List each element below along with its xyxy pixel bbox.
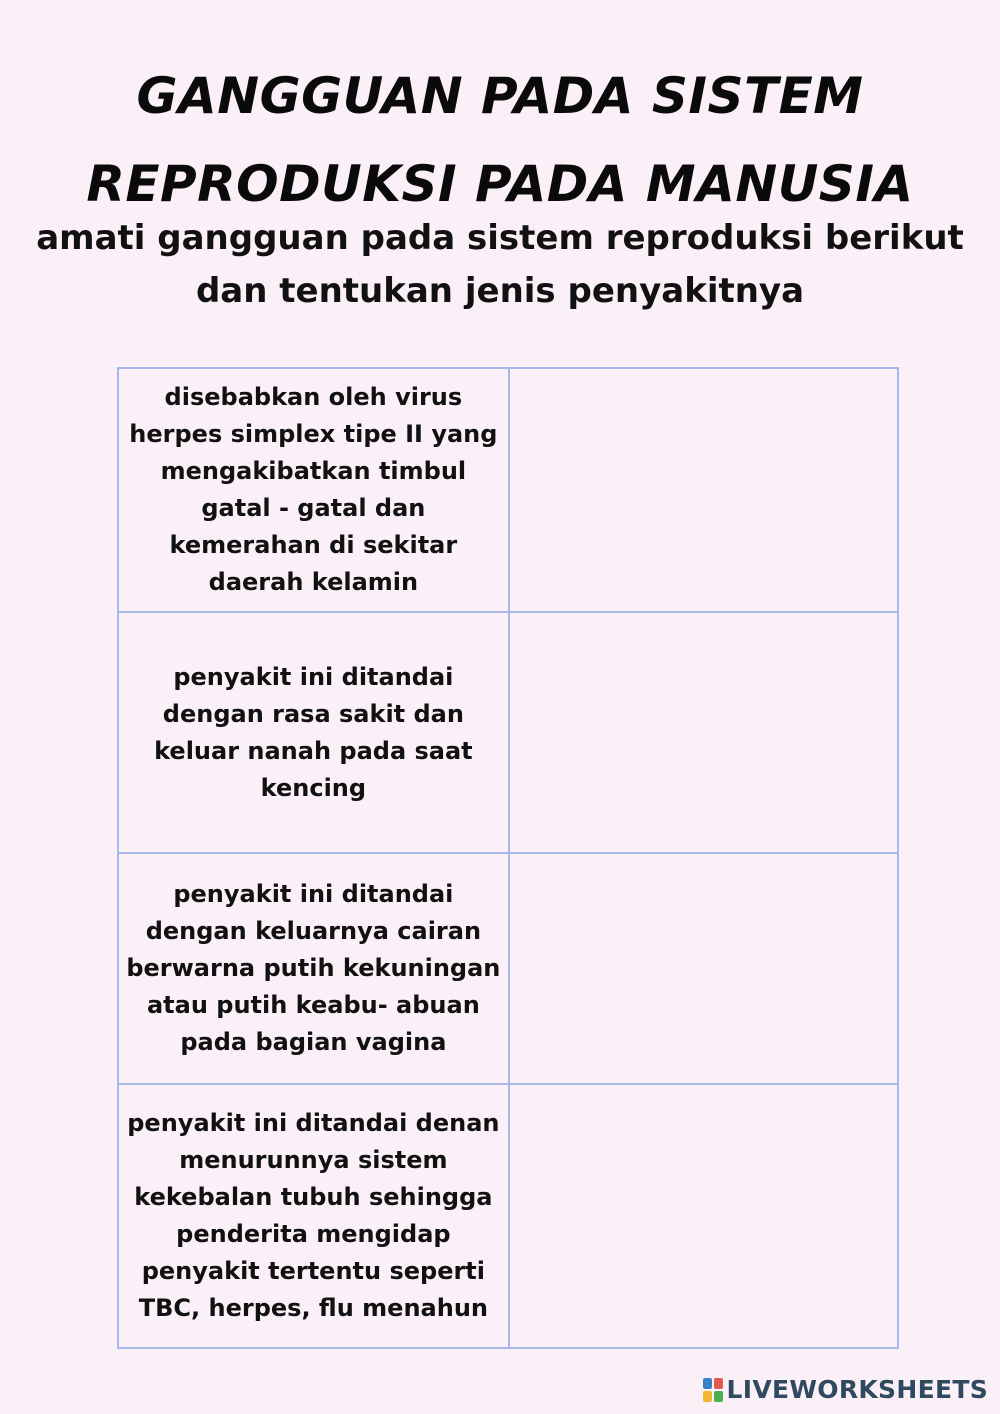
table-row (118, 1084, 898, 1348)
worksheet-table (117, 367, 899, 1349)
logo-block-green (714, 1391, 723, 1402)
instruction-line-2: dan tentukan jenis penyakitnya (195, 271, 805, 311)
logo-block-blue (703, 1378, 712, 1389)
description-cell: penyakit ini ditandai denan menurunnya sistem kekebalan tubuh sehingga penderita mengidap penyakit tertentu seperti TBC, herpes, flu menahun (118, 1084, 509, 1348)
logo-block-yellow (703, 1391, 712, 1402)
table-row (118, 853, 898, 1084)
logo-text: LIVEWORKSHEETS (726, 1375, 988, 1404)
logo-block-red (714, 1378, 723, 1389)
answer-cell[interactable] (509, 1084, 898, 1348)
description-cell: disebabkan oleh virus herpes simplex tipe II yang mengakibatkan timbul gatal - gatal dan kemerahan di sekitar daerah kelamin (118, 368, 509, 612)
answer-cell[interactable] (509, 612, 898, 853)
instruction-text (0, 212, 1000, 318)
liveworksheets-logo-icon (703, 1378, 723, 1402)
title-line-1: GANGGUAN PADA SISTEM (136, 67, 864, 125)
table-row (118, 612, 898, 853)
table-row (118, 368, 898, 612)
liveworksheets-logo (703, 1375, 988, 1404)
description-cell: penyakit ini ditandai dengan keluarnya cairan berwarna putih kekuningan atau putih keabu- abuan pada bagian vagina (118, 853, 509, 1084)
page-title (0, 52, 1000, 228)
description-cell: penyakit ini ditandai dengan rasa sakit dan keluar nanah pada saat kencing (118, 612, 509, 853)
instruction-line-1: amati gangguan pada sistem reproduksi berikut (36, 218, 964, 258)
answer-cell[interactable] (509, 853, 898, 1084)
answer-cell[interactable] (509, 368, 898, 612)
title-line-2: REPRODUKSI PADA MANUSIA (86, 155, 914, 213)
